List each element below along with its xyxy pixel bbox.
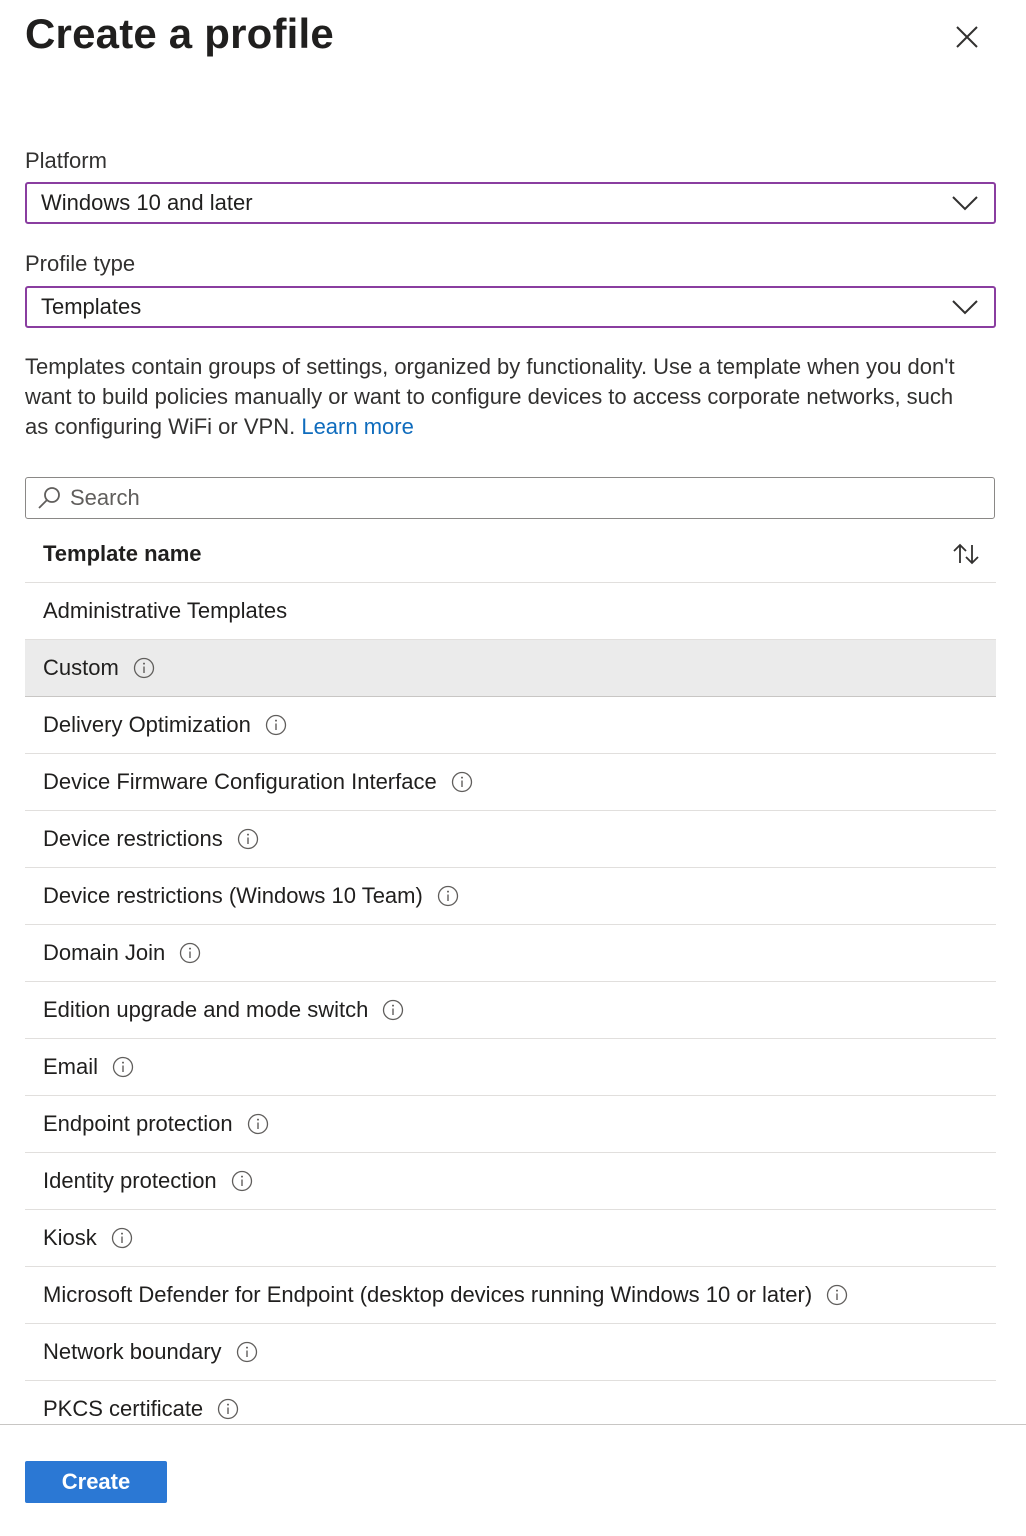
search-box[interactable]: [25, 477, 995, 519]
template-name: Custom: [43, 655, 119, 680]
template-name: Edition upgrade and mode switch: [43, 997, 369, 1022]
table-header: [25, 525, 996, 583]
table-row[interactable]: [25, 982, 996, 1039]
info-icon[interactable]: [451, 771, 473, 793]
platform-label: Platform: [25, 148, 107, 173]
info-icon[interactable]: [179, 942, 201, 964]
template-name: Device restrictions (Windows 10 Team): [43, 883, 423, 908]
table-row[interactable]: [25, 1039, 996, 1096]
table-row[interactable]: [25, 1267, 996, 1324]
info-icon[interactable]: [133, 657, 155, 679]
template-name: Domain Join: [43, 940, 166, 965]
close-button[interactable]: [948, 18, 986, 56]
create-button[interactable]: Create: [25, 1461, 167, 1503]
chevron-down-icon: [950, 193, 980, 213]
info-icon[interactable]: [265, 714, 287, 736]
search-input[interactable]: [68, 479, 994, 517]
info-icon[interactable]: [247, 1113, 269, 1135]
template-name: Endpoint protection: [43, 1111, 233, 1136]
template-name: Microsoft Defender for Endpoint (desktop devices running Windows 10 or later): [43, 1282, 813, 1307]
profile-type-label: Profile type: [25, 251, 136, 276]
template-name-header[interactable]: Template name: [43, 540, 202, 566]
footer: [0, 1425, 1026, 1536]
template-name: Device restrictions: [43, 826, 223, 851]
close-icon: [955, 25, 979, 49]
profile-type-value: Templates: [41, 294, 142, 319]
template-name: Identity protection: [43, 1168, 217, 1193]
table-row[interactable]: [25, 811, 996, 868]
template-description: [25, 352, 975, 442]
template-name: Administrative Templates: [43, 598, 288, 623]
platform-value: Windows 10 and later: [41, 190, 253, 215]
template-name: Device Firmware Configuration Interface: [43, 769, 437, 794]
table-row[interactable]: [25, 640, 996, 697]
search-icon: [36, 485, 62, 511]
sort-button[interactable]: [950, 540, 982, 568]
template-name: Kiosk: [43, 1225, 97, 1250]
template-name: Network boundary: [43, 1339, 222, 1364]
chevron-down-icon: [950, 297, 980, 317]
info-icon[interactable]: [437, 885, 459, 907]
info-icon[interactable]: [826, 1284, 848, 1306]
template-name: Email: [43, 1054, 99, 1079]
table-body: [25, 583, 996, 1438]
profile-type-dropdown[interactable]: [25, 286, 996, 328]
template-name: PKCS certificate: [43, 1396, 204, 1421]
platform-dropdown[interactable]: [25, 182, 996, 224]
page-title: Create a profile: [25, 10, 334, 57]
info-icon[interactable]: [382, 999, 404, 1021]
info-icon[interactable]: [217, 1398, 239, 1420]
info-icon[interactable]: [236, 1341, 258, 1363]
info-icon[interactable]: [112, 1056, 134, 1078]
description-text: Templates contain groups of settings, organized by functionality. Use a template when you don't want to build policies manually or want to configure devices to access corporate networks, such as configuring WiFi or VPN.: [25, 354, 955, 439]
sort-icon: [951, 541, 981, 567]
table-row[interactable]: [25, 1210, 996, 1267]
table-row[interactable]: [25, 1096, 996, 1153]
info-icon[interactable]: [237, 828, 259, 850]
learn-more-link[interactable]: Learn more: [301, 414, 414, 439]
table-row[interactable]: [25, 697, 996, 754]
table-row[interactable]: [25, 925, 996, 982]
info-icon[interactable]: [111, 1227, 133, 1249]
table-row[interactable]: [25, 583, 996, 640]
table-row[interactable]: [25, 754, 996, 811]
table-row[interactable]: [25, 1153, 996, 1210]
template-table: [25, 525, 996, 1438]
info-icon[interactable]: [231, 1170, 253, 1192]
table-row[interactable]: [25, 868, 996, 925]
template-name: Delivery Optimization: [43, 712, 251, 737]
table-row[interactable]: [25, 1324, 996, 1381]
